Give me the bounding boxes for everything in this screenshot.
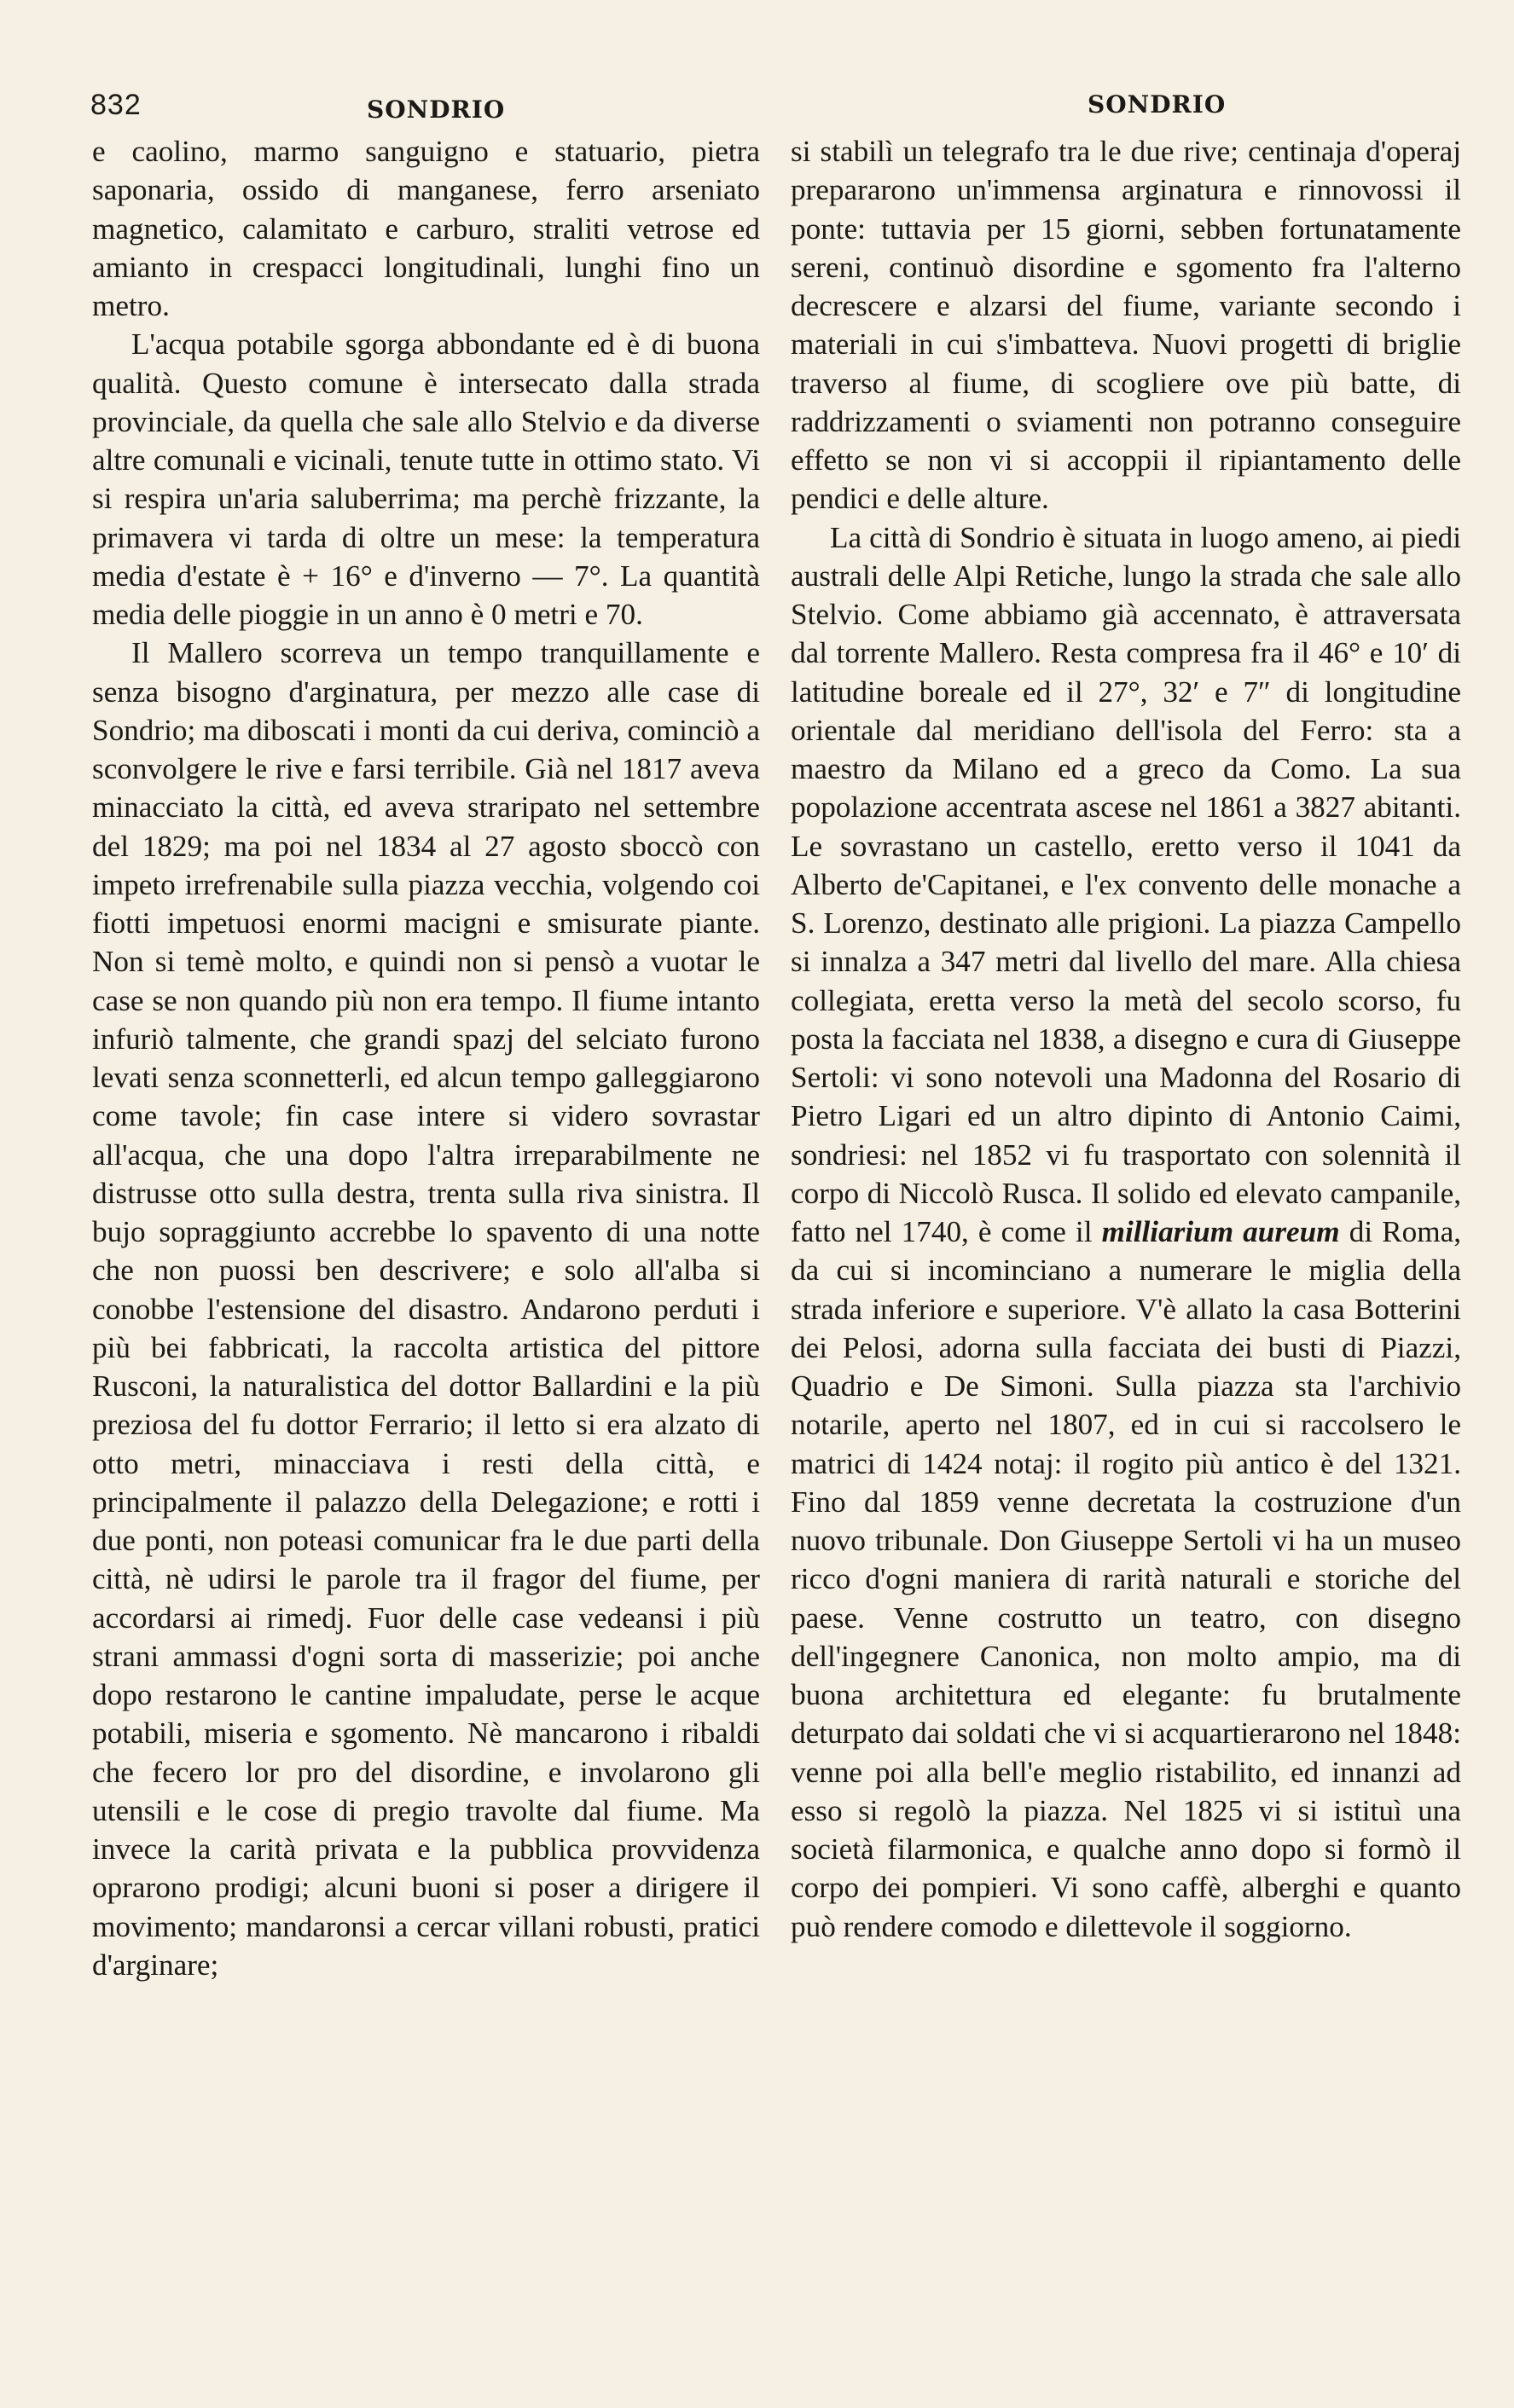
paragraph: Il Mallero scorreva un tempo tranquillamente e senza bisogno d'arginatura, per mezzo alle case di Sondrio; ma diboscati i monti da cui deriva, cominciò a sconvolgere le rive e farsi terribile. Già nel 1817 aveva minacciato la città, ed aveva straripato nel settembre del 1829; ma poi nel 1834 al 27 agosto sboccò con impeto irrefrenabile sulla piazza vecchia, volgendo coi fiotti impetuosi enormi macigni e smisurate piante. Non si temè molto, e quindi non si pensò a vuotar le case se non quando più non era tempo. Il fiume intanto infuriò talmente, che grandi spazj del selciato furono levati senza sconnetterli, ed alcun tempo galleggiarono come tavole; fin case intere si videro sovrastar all'acqua, che una dopo l'altra irreparabilmente ne distrusse otto sulla destra, trenta sulla riva sinistra. Il bujo sopraggiunto accrebbe lo spavento di una notte che non puossi ben descrivere; e solo all'alba si conobbe l'estensione del disastro. Andarono perduti i più bei fabbricati, la raccolta artistica del pittore Rusconi, la naturalistica del dottor Ballardini e la più preziosa del fu dottor Ferrario; il letto si era alzato di otto metri, minacciava i resti della città, e principalmente il palazzo della Delegazione; e rotti i due ponti, non poteasi comunicar fra le due parti della città, nè udirsi le parole tra il fragor del fiume, per accordarsi ai rimedj. Fuor delle case vedeansi i più strani ammassi d'ogni sorta di masserizie; poi anche dopo restarono le cantine impaludate, perse le acque potabili, miseria e sgomento. Nè mancarono i ribaldi che fecero lor pro del disordine, e involarono gli utensili e le cose di pregio travolte dal fiume. Ma invece la carità privata e la pubblica provvidenza oprarono prodigi; alcuni buoni si poser a dirigere il movimento; mandaronsi a cercar villani robusti, pratici d'arginare; [92, 636, 760, 1982]
left-column [92, 132, 760, 1984]
paragraph [791, 518, 1461, 1946]
paragraph: L'acqua potabile sgorga abbondante ed è di buona qualità. Questo comune è intersecato dalla strada provinciale, da quella che sale allo Stelvio e da diverse altre comunali e vicinali, tenute tutte in ottimo stato. Vi si respira un'aria saluberrima; ma perchè frizzante, la primavera vi tarda di oltre un mese: la temperatura media d'estate è + 16° e d'inverno — 7°. La quantità media delle pioggie in un anno è 0 metri e 70. [92, 327, 760, 631]
paragraph: e caolino, marmo sanguigno e statuario, pietra saponaria, ossido di manganese, ferro arseniato magnetico, calamitato e carburo, straliti vetrose ed amianto in crespacci longitudinali, lunghi fino un metro. [92, 135, 760, 322]
paragraph: si stabilì un telegrafo tra le due rive; centinaja d'operaj prepararono un'immensa arginatura e rinnovossi il ponte: tuttavia per 15 giorni, sebben fortunatamente sereni, continuò disordine e sgomento fra l'alterno decrescere e alzarsi del fiume, variante secondo i materiali in cui s'imbatteva. Nuovi progetti di briglie traverso al fiume, di scogliere ove più batte, di raddrizzamenti o sviamenti non potranno conseguire effetto se non vi si accoppii il ripiantamento delle pendici e delle alture. [791, 135, 1461, 516]
paragraph-text: di Roma, da cui si incominciano a numerare le miglia della strada inferiore e superiore. V'è allato la casa Botterini dei Pelosi, adorna sulla facciata dei busti di Piazzi, Quadrio e De Simoni. Sulla piazza sta l'archivio notarile, aperto nel 1807, ed in cui si raccolsero le matrici di 1424 notaj: il rogito più antico è del 1321. Fino dal 1859 venne decretata la costruzione d'un nuovo tribunale. Don Giuseppe Sertoli vi ha un museo ricco d'ogni maniera di rarità naturali e storiche del paese. Venne costrutto un teatro, con disegno dell'ingegnere Canonica, non molto ampio, ma di buona architettura ed elegante: fu brutalmente deturpato dai soldati che vi si acquartierarono nel 1848: venne poi alla bell'e meglio ristabilito, ed innanzi ad esso si regolò la piazza. Nel 1825 vi si istituì una società filarmonica, e qualche anno dopo si formò il corpo dei pompieri. Vi sono caffè, alberghi e quanto può rendere comodo e dilettevole il soggiorno. [791, 1215, 1462, 1943]
running-title-left: SONDRIO [367, 96, 506, 124]
paragraph-text: La città di Sondrio è situata in luogo ameno, ai piedi australi delle Alpi Retiche, lungo la strada che sale allo Stelvio. Come abbiamo già accennato, è attraversata dal torrente Mallero. Resta compresa fra il 46° e 10′ di latitudine boreale ed il 27°, 32′ e 7″ di longitudine orientale dal meridiano dell'isola del Ferro: sta a maestro da Milano ed a greco da Como. La sua popolazione accentrata ascese nel 1861 a 3827 abitanti. Le sovrastano un castello, eretto verso il 1041 da Alberto de'Capitanei, e l'ex convento delle monache a S. Lorenzo, destinato alle prigioni. La piazza Campello si innalza a 347 metri dal livello del mare. Alla chiesa collegiata, eretta verso la metà del secolo scorso, fu posta la facciata nel 1838, a disegno e cura di Giuseppe Sertoli: vi sono notevoli una Madonna del Rosario di Pietro Ligari ed un altro dipinto di Antonio Caimi, sondriesi: nel 1852 vi fu trasportato con solennità il corpo di Niccolò Rusca. Il solido ed elevato campanile, fatto nel 1740, è come il [791, 520, 1461, 1248]
italic-phrase: milliarium aureum [1101, 1215, 1340, 1248]
page-number: 832 [90, 89, 142, 121]
running-title-right: SONDRIO [1088, 90, 1227, 119]
right-column [791, 132, 1461, 1946]
